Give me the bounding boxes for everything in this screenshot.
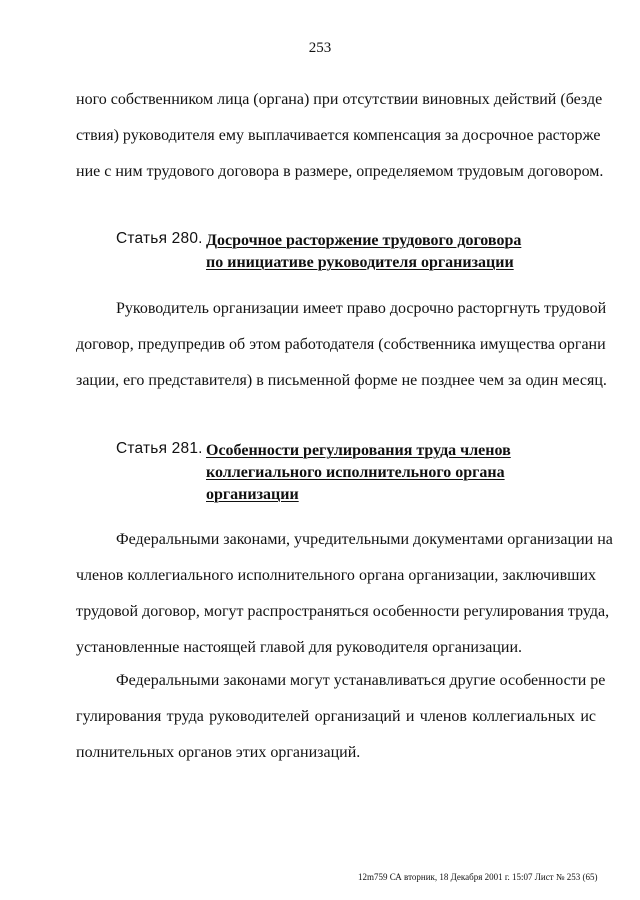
- paragraph-line: установленные настоящей главой для руководителя организации.: [76, 639, 523, 656]
- continuation-paragraph: [76, 82, 604, 190]
- article-280-paragraph: [76, 291, 607, 399]
- article-title-line: организации: [206, 486, 299, 503]
- article-281-paragraph-1: [76, 522, 613, 666]
- article-title: [206, 440, 606, 506]
- article-label: Статья 280.: [116, 230, 203, 247]
- paragraph-line: ние с ним трудового договора в размере, определяемом трудовым договором.: [76, 163, 604, 180]
- paragraph-line: ного собственником лица (органа) при отсутствии виновных действий (безде: [76, 91, 603, 108]
- page-footer: 12m759 СА вторник, 18 Декабря 2001 г. 15:07 Лист № 253 (65): [358, 872, 598, 882]
- paragraph-line: полнительных органов этих организаций.: [76, 744, 361, 761]
- paragraph-line: членов коллегиального исполнительного органа организации, заключивших: [76, 567, 596, 584]
- article-281-paragraph-2: [76, 663, 606, 771]
- paragraph-line: Федеральными законами, учредительными документами организации на: [116, 531, 613, 548]
- paragraph-line: ствия) руководителя ему выплачивается компенсация за досрочное расторже: [76, 127, 601, 144]
- paragraph-line: договор, предупредив об этом работодателя (собственника имущества органи: [76, 336, 606, 353]
- paragraph-line: гулирования труда руководителей организаций и членов коллегиальных ис: [76, 708, 596, 725]
- article-title-line: Особенности регулирования труда членов: [206, 442, 511, 459]
- page-number: 253: [308, 40, 332, 56]
- article-title-line: Досрочное расторжение трудового договора: [206, 232, 522, 249]
- paragraph-line: Руководитель организации имеет право досрочно расторгнуть трудовой: [116, 300, 607, 317]
- article-title: [206, 230, 606, 274]
- paragraph-line: зации, его представителя) в письменной форме не позднее чем за один месяц.: [76, 372, 607, 389]
- article-title-line: по инициативе руководителя организации: [206, 254, 514, 271]
- article-label: Статья 281.: [116, 440, 203, 457]
- paragraph-line: Федеральными законами могут устанавливаться другие особенности ре: [116, 672, 606, 689]
- article-title-line: коллегиального исполнительного органа: [206, 464, 505, 481]
- paragraph-line: трудовой договор, могут распространяться особенности регулирования труда,: [76, 603, 610, 620]
